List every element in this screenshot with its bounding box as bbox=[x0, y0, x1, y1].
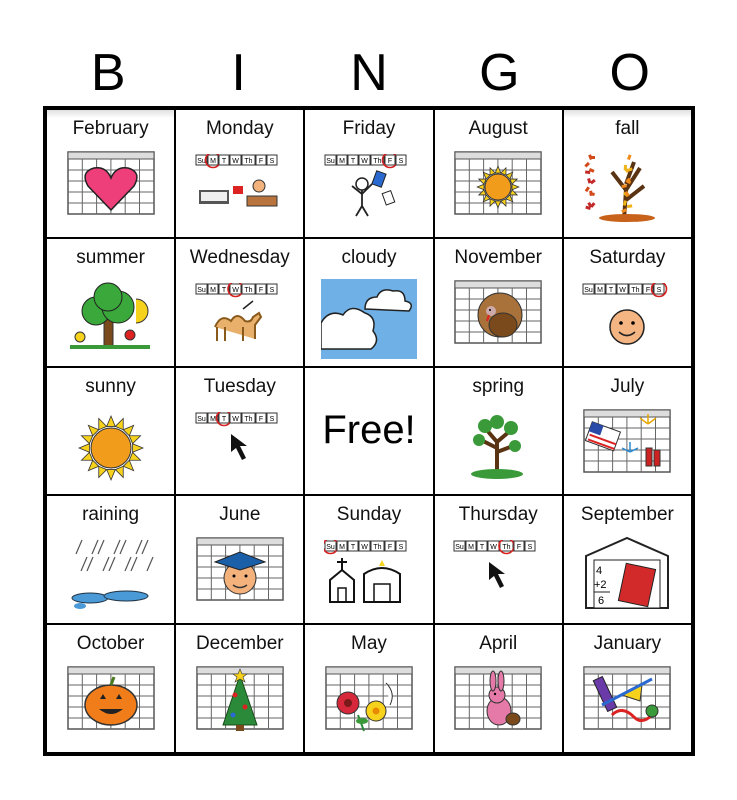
cell-label: spring bbox=[472, 375, 525, 397]
sun-icon bbox=[66, 408, 156, 493]
turkey-calendar-icon bbox=[453, 279, 543, 352]
bingo-cell-wednesday[interactable] bbox=[175, 238, 304, 367]
bingo-cell-september[interactable] bbox=[563, 495, 692, 624]
svg-text:Su: Su bbox=[455, 544, 464, 552]
svg-text:Su: Su bbox=[197, 286, 206, 294]
svg-text:4: 4 bbox=[596, 565, 603, 578]
bingo-cell-august[interactable] bbox=[434, 109, 563, 238]
bingo-cell-spring[interactable] bbox=[434, 367, 563, 496]
heart-calendar-icon bbox=[66, 150, 156, 223]
header-letter-n: N bbox=[350, 44, 388, 102]
svg-text:S: S bbox=[269, 415, 275, 423]
pumpkin-calendar-icon bbox=[66, 665, 156, 738]
svg-text:W: W bbox=[231, 415, 239, 423]
svg-text:6: 6 bbox=[598, 595, 605, 608]
svg-text:F: F bbox=[258, 415, 263, 423]
bingo-cell-may[interactable] bbox=[304, 624, 433, 753]
svg-text:M: M bbox=[339, 544, 345, 552]
bunny-calendar-icon bbox=[453, 665, 543, 738]
svg-text:T: T bbox=[350, 544, 356, 552]
bingo-cell-november[interactable] bbox=[434, 238, 563, 367]
week-strip-arrow-icon bbox=[195, 412, 285, 481]
flag-fireworks-calendar-icon bbox=[582, 408, 672, 481]
svg-text:F: F bbox=[258, 158, 263, 165]
svg-text:W: W bbox=[361, 158, 368, 165]
svg-text:M: M bbox=[597, 286, 604, 294]
svg-text:M: M bbox=[468, 544, 475, 552]
flowers-calendar-icon bbox=[324, 665, 414, 738]
bingo-cell-october[interactable] bbox=[46, 624, 175, 753]
cell-shade bbox=[47, 110, 174, 118]
header-letter-b: B bbox=[90, 44, 126, 102]
cell-label: February bbox=[72, 118, 149, 139]
graduate-calendar-icon bbox=[195, 536, 285, 609]
svg-text:Su: Su bbox=[584, 286, 594, 294]
svg-text:F: F bbox=[517, 544, 522, 552]
svg-text:Th: Th bbox=[373, 544, 382, 552]
week-strip-arrow-icon bbox=[453, 540, 543, 609]
cell-label: cloudy bbox=[341, 246, 397, 268]
clouds-icon bbox=[321, 279, 417, 364]
cell-label: September bbox=[580, 504, 674, 526]
header-letter-o: O bbox=[609, 44, 650, 102]
bingo-cell-monday[interactable] bbox=[175, 109, 304, 238]
bingo-cell-saturday[interactable] bbox=[563, 238, 692, 367]
cell-label: raining bbox=[82, 504, 140, 526]
cell-label: November bbox=[454, 246, 543, 268]
bingo-cell-february[interactable] bbox=[46, 109, 175, 238]
svg-text:F: F bbox=[646, 286, 651, 294]
christmas-tree-calendar-icon bbox=[195, 665, 285, 738]
svg-text:Th: Th bbox=[244, 286, 253, 294]
bingo-cell-fall[interactable] bbox=[563, 109, 692, 238]
svg-text:F: F bbox=[387, 158, 393, 165]
svg-text:S: S bbox=[657, 286, 662, 294]
svg-text:F: F bbox=[387, 544, 393, 552]
bingo-cell-raining[interactable] bbox=[46, 495, 175, 624]
free-space-label: Free! bbox=[322, 407, 416, 452]
header-letter-g: G bbox=[479, 44, 520, 102]
svg-text:W: W bbox=[361, 544, 368, 552]
svg-text:M: M bbox=[209, 158, 216, 165]
bingo-cell-sunny[interactable] bbox=[46, 367, 175, 496]
cell-label: summer bbox=[76, 246, 145, 268]
sun-calendar-icon bbox=[453, 150, 543, 223]
bingo-cell-thursday[interactable] bbox=[434, 495, 563, 624]
svg-text:S: S bbox=[398, 544, 404, 552]
cell-label: June bbox=[219, 504, 261, 526]
autumn-tree-icon bbox=[582, 150, 672, 227]
cell-label: August bbox=[468, 118, 528, 139]
bingo-cell-april[interactable] bbox=[434, 624, 563, 753]
week-strip-camel-icon bbox=[195, 283, 285, 352]
svg-text:Th: Th bbox=[502, 544, 511, 552]
bingo-board bbox=[43, 106, 695, 756]
svg-text:S: S bbox=[398, 158, 404, 165]
bingo-header bbox=[43, 40, 695, 106]
week-strip-celebration-icon bbox=[324, 154, 414, 223]
bingo-cell-december[interactable] bbox=[175, 624, 304, 753]
svg-text:M: M bbox=[339, 158, 345, 165]
svg-text:Th: Th bbox=[631, 286, 640, 294]
cell-label: Monday bbox=[205, 118, 274, 139]
cell-label: April bbox=[479, 633, 518, 655]
rain-icon bbox=[66, 536, 156, 617]
bingo-cell-sunday[interactable] bbox=[304, 495, 433, 624]
svg-text:W: W bbox=[231, 286, 239, 294]
svg-text:T: T bbox=[350, 158, 356, 165]
svg-text:Th: Th bbox=[373, 158, 382, 165]
svg-text:Su: Su bbox=[326, 544, 335, 552]
bingo-cell-friday[interactable] bbox=[304, 109, 433, 238]
header-letter-i: I bbox=[231, 44, 246, 102]
cell-label: Friday bbox=[342, 118, 396, 139]
bingo-cell-january[interactable] bbox=[563, 624, 692, 753]
week-strip-face-icon bbox=[582, 283, 672, 352]
bingo-cell-june[interactable] bbox=[175, 495, 304, 624]
bingo-cell-tuesday[interactable] bbox=[175, 367, 304, 496]
cell-label: December bbox=[195, 633, 284, 655]
svg-text:T: T bbox=[480, 544, 485, 552]
cell-label: fall bbox=[615, 118, 640, 139]
party-calendar-icon bbox=[582, 665, 672, 738]
bingo-cell-summer[interactable] bbox=[46, 238, 175, 367]
svg-text:Th: Th bbox=[244, 158, 253, 165]
svg-text:T: T bbox=[221, 286, 226, 294]
bingo-cell-cloudy[interactable] bbox=[304, 238, 433, 367]
cell-label: July bbox=[610, 375, 645, 397]
svg-text:T: T bbox=[609, 286, 614, 294]
cell-label: Wednesday bbox=[189, 246, 290, 268]
svg-text:W: W bbox=[619, 286, 627, 294]
svg-text:Su: Su bbox=[197, 415, 206, 423]
cell-label: January bbox=[593, 633, 662, 655]
cell-label: Sunday bbox=[336, 504, 402, 526]
cell-label: October bbox=[76, 633, 145, 655]
svg-text:Su: Su bbox=[197, 158, 206, 165]
svg-text:M: M bbox=[209, 286, 216, 294]
svg-text:Th: Th bbox=[244, 415, 253, 423]
svg-text:S: S bbox=[269, 286, 275, 294]
summer-tree-icon bbox=[66, 279, 156, 356]
svg-text:M: M bbox=[209, 415, 216, 423]
school-book-icon bbox=[582, 536, 672, 615]
cell-label: May bbox=[351, 633, 387, 655]
cell-shade bbox=[564, 110, 691, 118]
bingo-cell-july[interactable] bbox=[563, 367, 692, 496]
cell-label: Tuesday bbox=[203, 375, 276, 397]
cell-label: Thursday bbox=[458, 504, 538, 526]
svg-text:T: T bbox=[221, 415, 226, 423]
svg-text:T: T bbox=[221, 158, 226, 165]
svg-text:+2: +2 bbox=[594, 579, 607, 592]
svg-text:S: S bbox=[269, 158, 275, 165]
bingo-cell-free[interactable] bbox=[304, 367, 433, 496]
svg-text:W: W bbox=[231, 158, 239, 165]
svg-text:F: F bbox=[258, 286, 263, 294]
week-strip-classroom-icon bbox=[195, 154, 285, 223]
spring-tree-icon bbox=[453, 408, 543, 485]
svg-text:W: W bbox=[490, 544, 497, 552]
week-strip-church-icon bbox=[324, 540, 414, 609]
svg-text:Su: Su bbox=[326, 158, 335, 165]
cell-label: sunny bbox=[85, 375, 136, 397]
svg-text:S: S bbox=[527, 544, 533, 552]
cell-label: Saturday bbox=[589, 246, 666, 268]
